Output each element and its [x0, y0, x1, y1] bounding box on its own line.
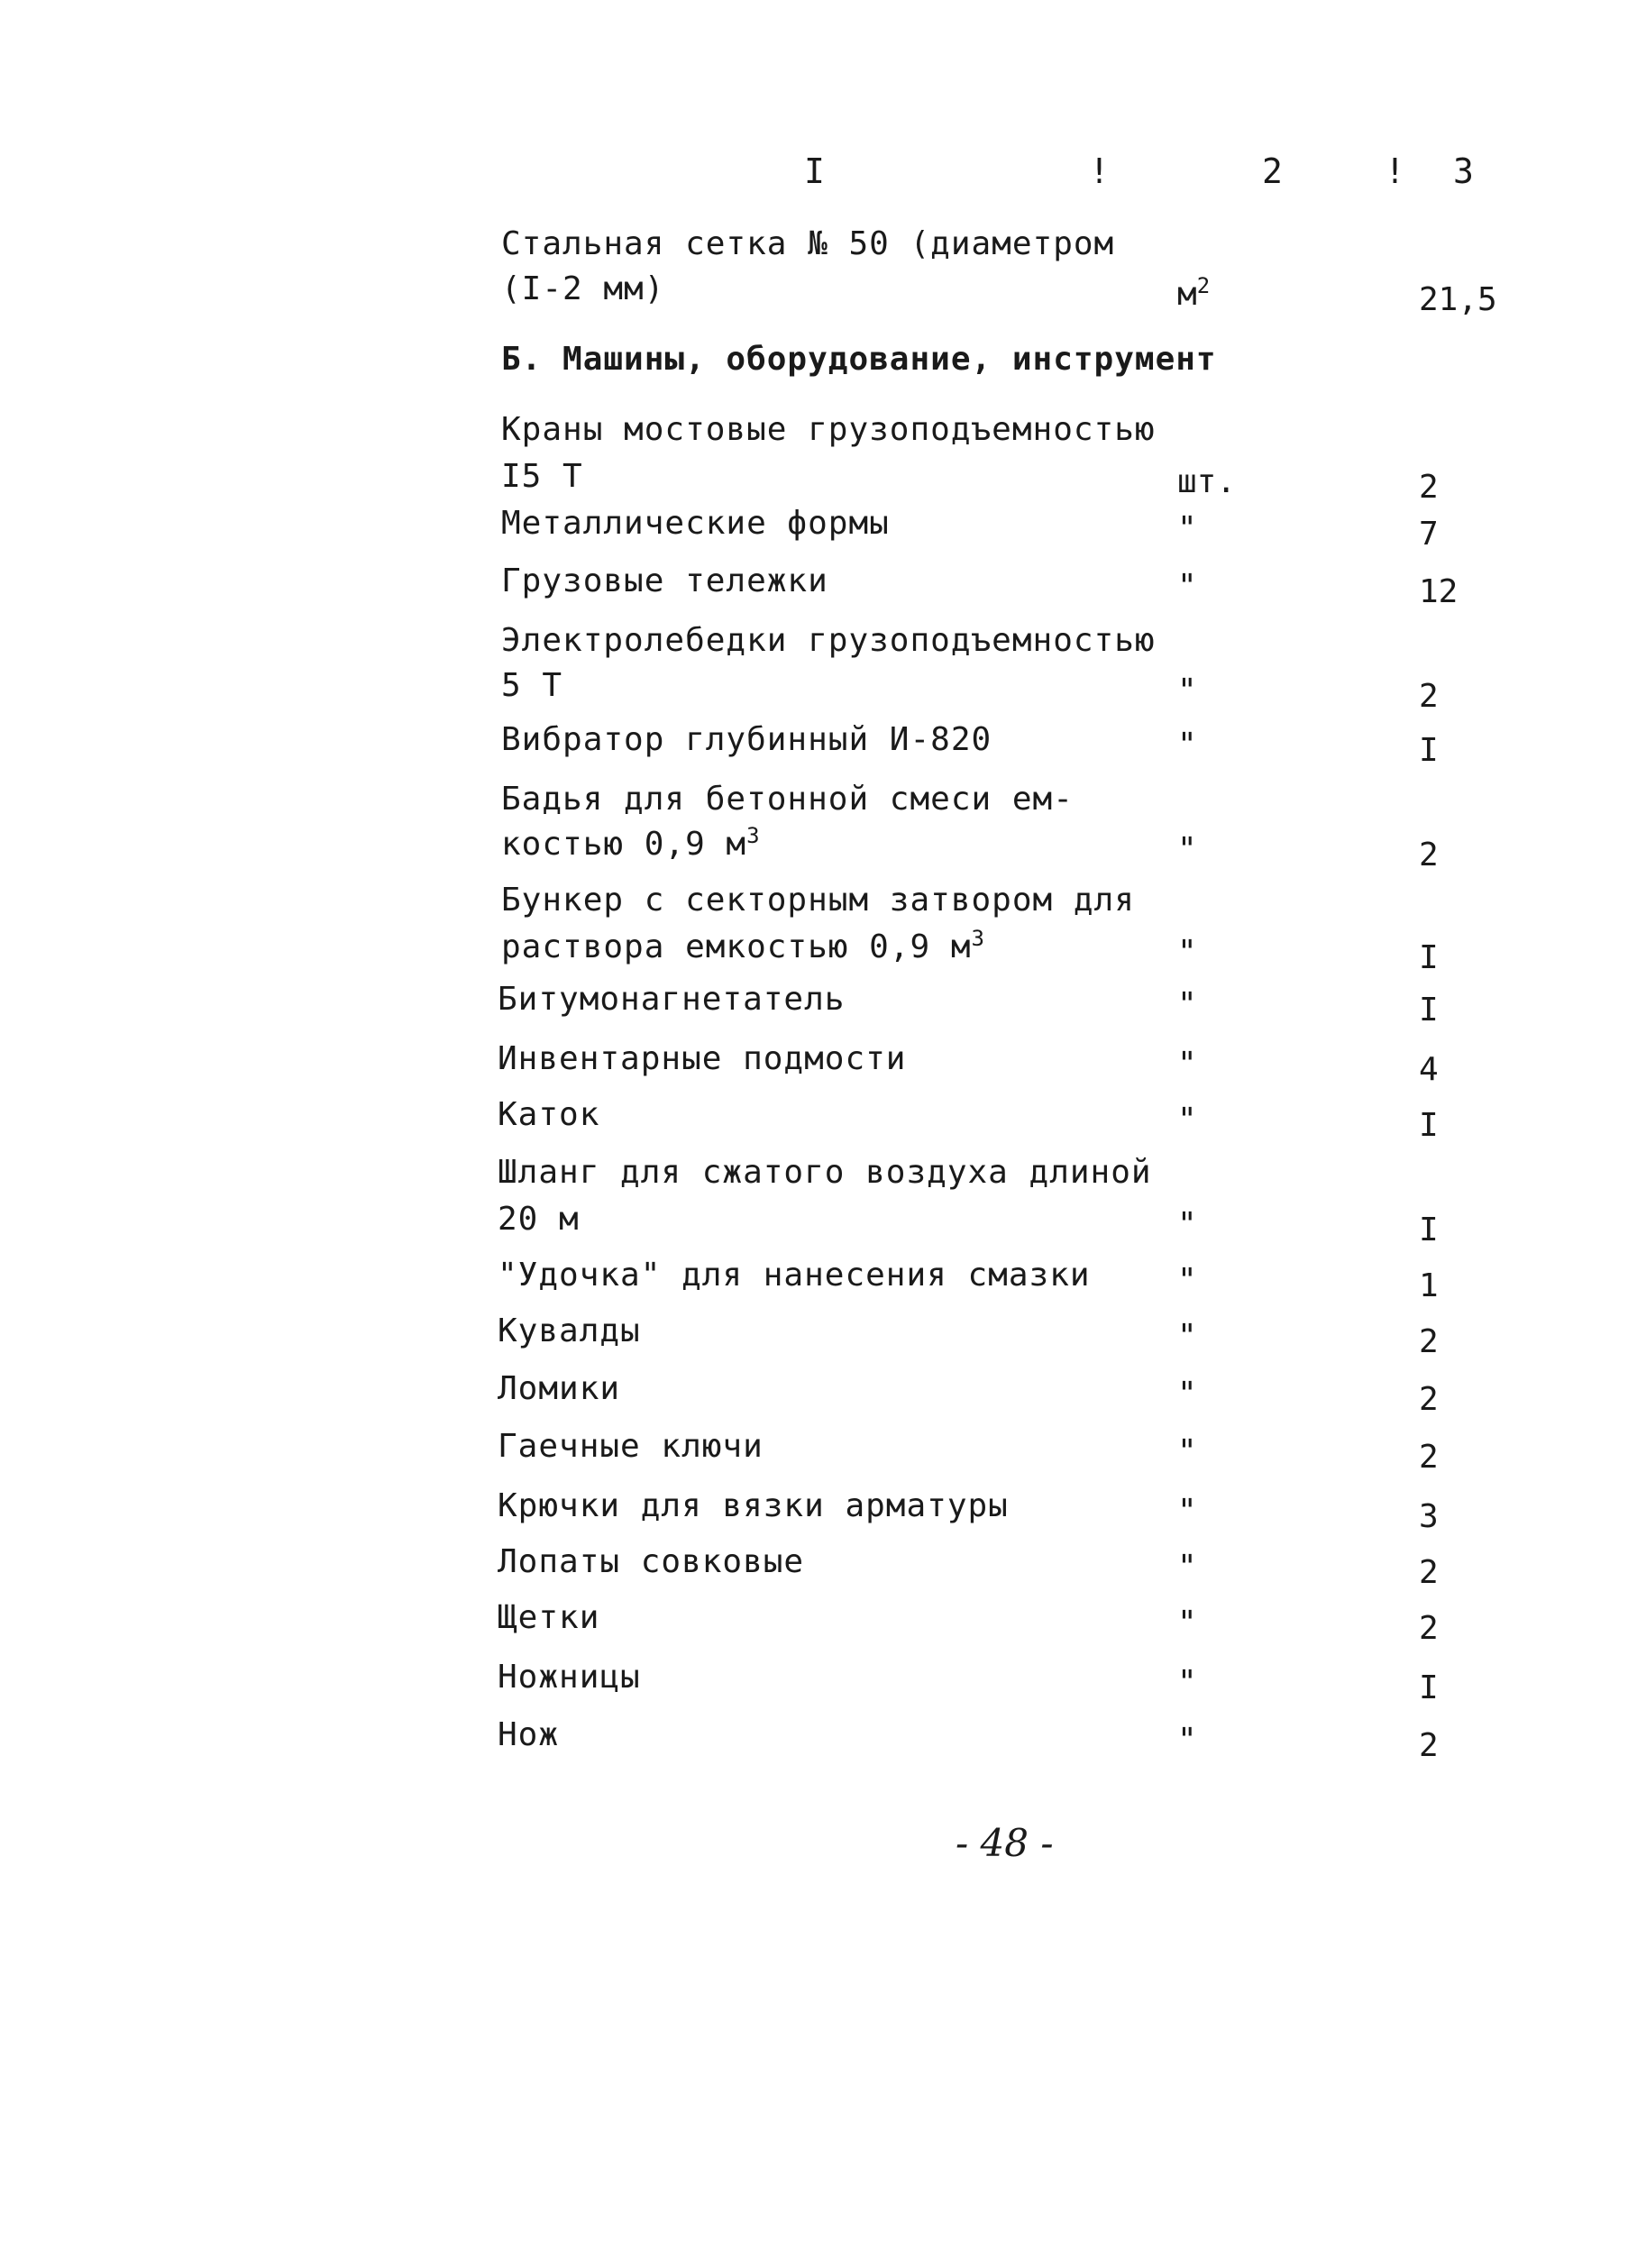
item-unit: " — [1177, 1549, 1197, 1586]
item-name-line: Ножницы — [498, 1659, 641, 1696]
item-unit: " — [1177, 727, 1197, 764]
item-unit: " — [1177, 672, 1197, 709]
item-unit: $м^2$ — [1177, 273, 1211, 313]
item-quantity: I — [1419, 732, 1439, 769]
item-unit: " — [1177, 1605, 1197, 1642]
item-quantity: 2 — [1419, 1727, 1439, 1764]
item-unit: " — [1177, 1433, 1197, 1470]
item-name-line: Инвентарные подмости — [498, 1040, 907, 1077]
item-unit: " — [1177, 1664, 1197, 1701]
section-heading: Б. Машины, оборудование, инструмент — [501, 341, 1217, 378]
item-quantity: 12 — [1419, 573, 1459, 610]
item-quantity: I — [1419, 1669, 1439, 1706]
item-name-line: 5 Т — [501, 667, 563, 704]
item-quantity: 2 — [1419, 469, 1439, 506]
item-name-line: Каток — [498, 1096, 600, 1133]
item-name-line: (I-2 мм) — [501, 270, 665, 307]
item-unit: " — [1177, 1722, 1197, 1759]
column-header-2: 2 — [1262, 151, 1283, 191]
item-name-line: 20 м — [498, 1201, 580, 1238]
superscript: 3 — [746, 823, 761, 848]
item-quantity: 2 — [1419, 678, 1439, 715]
superscript: 3 — [971, 926, 985, 951]
item-unit: " — [1177, 1102, 1197, 1139]
item-name-line: Битумонагнетатель — [498, 981, 846, 1018]
item-name-line: Щетки — [498, 1599, 600, 1636]
item-quantity: I — [1419, 1107, 1439, 1144]
item-unit: " — [1177, 1493, 1197, 1530]
item-name-line: "Удочка" для нанесения смазки — [498, 1257, 1091, 1294]
item-name-line: Шланг для сжатого воздуха длиной — [498, 1154, 1152, 1191]
item-name-line: Грузовые тележки — [501, 562, 828, 599]
item-quantity: 2 — [1419, 1323, 1439, 1360]
item-unit: " — [1177, 568, 1197, 605]
item-quantity: I — [1419, 1212, 1439, 1248]
item-quantity: 2 — [1419, 1439, 1439, 1476]
item-name-line: Бункер с секторным затвором для — [501, 882, 1135, 919]
item-name-line: I5 Т — [501, 458, 583, 495]
item-name-line: Стальная сетка № 50 (диаметром — [501, 225, 1115, 262]
item-name-line: Лопаты совковые — [498, 1543, 805, 1580]
item-quantity: 7 — [1419, 516, 1439, 553]
item-name-line: костью 0,9 $м^3$ — [501, 823, 761, 863]
item-quantity: 4 — [1419, 1051, 1439, 1088]
page-number: - 48 - — [956, 1821, 1054, 1865]
item-unit: " — [1177, 1206, 1197, 1243]
item-unit: " — [1177, 986, 1197, 1023]
item-name-line: Крючки для вязки арматуры — [498, 1487, 1009, 1524]
item-name-line: Металлические формы — [501, 505, 890, 542]
item-name-line: Ломики — [498, 1370, 621, 1407]
item-name-line: раствора емкостью 0,9 $м^3$ — [501, 926, 985, 965]
column-separator: ! — [1089, 151, 1110, 191]
item-name-line: Вибратор глубинный И-820 — [501, 721, 992, 758]
item-quantity: 2 — [1419, 837, 1439, 873]
item-unit: " — [1177, 831, 1197, 868]
item-quantity: 2 — [1419, 1381, 1439, 1418]
item-quantity: I — [1419, 992, 1439, 1029]
item-quantity: 3 — [1419, 1498, 1439, 1535]
superscript: 2 — [1196, 273, 1211, 298]
item-name-line: Краны мостовые грузоподъемностью — [501, 411, 1156, 448]
item-unit: " — [1177, 1318, 1197, 1355]
column-header-1: I — [804, 151, 825, 191]
item-unit: " — [1177, 1046, 1197, 1083]
item-name-line: Бадья для бетонной смеси ем- — [501, 781, 1074, 818]
item-unit: " — [1177, 934, 1197, 971]
column-header-3: 3 — [1453, 151, 1474, 191]
item-unit: " — [1177, 510, 1197, 547]
item-quantity: I — [1419, 939, 1439, 976]
item-quantity: 21,5 — [1419, 281, 1497, 318]
item-name-line: Нож — [498, 1716, 560, 1753]
item-unit: " — [1177, 1376, 1197, 1413]
column-separator: ! — [1385, 151, 1405, 191]
item-name-line: Кувалды — [498, 1312, 641, 1349]
item-name-line: Гаечные ключи — [498, 1428, 764, 1465]
item-quantity: 1 — [1419, 1267, 1439, 1304]
item-quantity: 2 — [1419, 1610, 1439, 1647]
item-quantity: 2 — [1419, 1554, 1439, 1591]
item-unit: шт. — [1177, 463, 1237, 500]
item-name-line: Электролебедки грузоподъемностью — [501, 622, 1156, 659]
item-unit: " — [1177, 1262, 1197, 1299]
